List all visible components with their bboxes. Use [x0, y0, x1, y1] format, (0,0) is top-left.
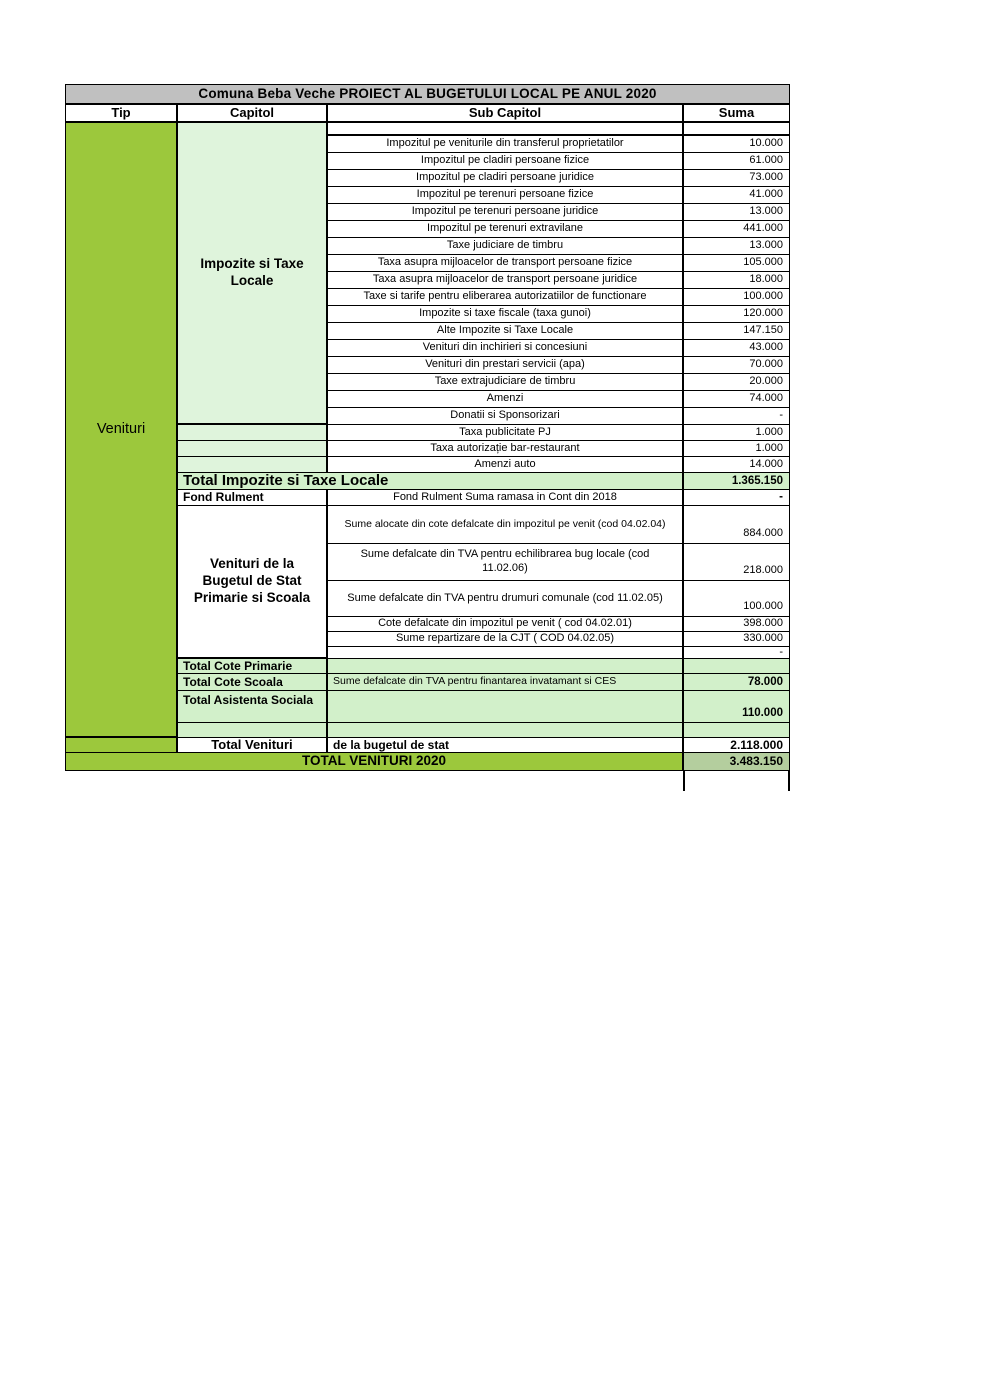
total-venituri-sub: de la bugetul de stat: [327, 737, 683, 753]
col-header-capitol: Capitol: [177, 104, 327, 122]
subcapitol-value: 884.000: [683, 505, 790, 544]
subcapitol-value: -: [683, 489, 790, 506]
grand-total-label: TOTAL VENITURI 2020: [65, 752, 683, 771]
subcapitol-label: Impozite si taxe fiscale (taxa gunoi): [327, 305, 683, 323]
tip-cell-empty: [65, 737, 177, 753]
subcapitol-value: 1.000: [683, 424, 790, 441]
total-cote-primarie-label: Total Cote Primarie: [177, 658, 327, 674]
subcapitol-value: 398.000: [683, 616, 790, 632]
total-cote-scoala-label: Total Cote Scoala: [177, 673, 327, 691]
total-asistenta-label: Total Asistenta Sociala: [177, 690, 327, 723]
capitol-empty-cell: [177, 440, 327, 457]
capitol-empty-cell: [177, 456, 327, 473]
empty-row: [177, 722, 327, 738]
subcapitol-label: Taxe extrajudiciare de timbru: [327, 373, 683, 391]
col-header-tip: Tip: [65, 104, 177, 122]
table-title: Comuna Beba Veche PROIECT AL BUGETULUI LOCAL PE ANUL 2020: [65, 84, 790, 104]
subcapitol-value: -: [683, 646, 790, 659]
capitol-buget-stat: Venituri de la Bugetul de Stat Primarie si Scoala: [177, 505, 327, 658]
subcapitol-value: 43.000: [683, 339, 790, 357]
subcapitol-label: Taxe si tarife pentru eliberarea autorizatiilor de functionare: [327, 288, 683, 306]
subcapitol-value: 73.000: [683, 169, 790, 187]
subcapitol-label: Impozitul pe terenuri persoane juridice: [327, 203, 683, 221]
tip-cell-venituri: Venituri: [65, 122, 177, 737]
total-asistenta-value: 110.000: [683, 690, 790, 723]
total-cote-primarie-sub: [327, 658, 683, 674]
subcapitol-label: Sume defalcate din TVA pentru echilibrarea bug locale (cod 11.02.06): [327, 543, 683, 581]
grand-total-value: 3.483.150: [683, 752, 790, 771]
subcapitol-label: Taxa autorizație bar-restaurant: [327, 440, 683, 457]
empty-row: [683, 122, 790, 135]
capitol-empty-cell: [177, 424, 327, 441]
subcapitol-label: Impozitul pe cladiri persoane fizice: [327, 152, 683, 170]
subcapitol-label: Cote defalcate din impozitul pe venit ( cod 04.02.01): [327, 616, 683, 632]
subcapitol-label: Impozitul pe terenuri extravilane: [327, 220, 683, 238]
subcapitol-label: Amenzi: [327, 390, 683, 408]
total-cote-scoala-sub: Sume defalcate din TVA pentru finantarea invatamant si CES: [327, 673, 683, 691]
subcapitol-label: Impozitul pe cladiri persoane juridice: [327, 169, 683, 187]
subcapitol-value: 70.000: [683, 356, 790, 374]
subcapitol-value: 100.000: [683, 288, 790, 306]
subcapitol-label: Amenzi auto: [327, 456, 683, 473]
subcapitol-value: 18.000: [683, 271, 790, 289]
subcapitol-value: 13.000: [683, 237, 790, 255]
subcapitol-value: 441.000: [683, 220, 790, 238]
budget-table: [65, 84, 790, 771]
subcapitol-label: Venituri din prestari servicii (apa): [327, 356, 683, 374]
subcapitol-label: Venituri din inchirieri si concesiuni: [327, 339, 683, 357]
total-venituri-label: Total Venituri: [177, 737, 327, 753]
empty-row: [327, 722, 683, 738]
subcapitol-label: Donatii si Sponsorizari: [327, 407, 683, 425]
subcapitol-value: 105.000: [683, 254, 790, 272]
subcapitol-value: 330.000: [683, 631, 790, 647]
subcapitol-label: Alte Impozite si Taxe Locale: [327, 322, 683, 340]
subcapitol-value: 14.000: [683, 456, 790, 473]
subcapitol-label: Taxa asupra mijloacelor de transport persoane fizice: [327, 254, 683, 272]
capitol-impozite-si-taxe-locale: Impozite si Taxe Locale: [177, 122, 327, 424]
subcapitol-label: Sume alocate din cote defalcate din impozitul pe venit (cod 04.02.04): [327, 505, 683, 544]
subcapitol-value: 61.000: [683, 152, 790, 170]
subcapitol-label: Impozitul pe veniturile din transferul proprietatilor: [327, 135, 683, 153]
subcapitol-value: 10.000: [683, 135, 790, 153]
subcapitol-label: Taxa publicitate PJ: [327, 424, 683, 441]
empty-row: [327, 122, 683, 135]
subcapitol-value: 74.000: [683, 390, 790, 408]
subcapitol-value: 147.150: [683, 322, 790, 340]
col-header-suma: Suma: [683, 104, 790, 122]
subcapitol-value: 100.000: [683, 580, 790, 617]
subcapitol-value: 13.000: [683, 203, 790, 221]
subcapitol-value: 20.000: [683, 373, 790, 391]
total-impozite-label: Total Impozite si Taxe Locale: [177, 472, 683, 490]
subcapitol-label: Sume repartizare de la CJT ( COD 04.02.05): [327, 631, 683, 647]
subcapitol-label: Taxa asupra mijloacelor de transport persoane juridice: [327, 271, 683, 289]
total-asistenta-sub: [327, 690, 683, 723]
total-venituri-value: 2.118.000: [683, 737, 790, 753]
subcapitol-label: Fond Rulment Suma ramasa in Cont din 2018: [327, 489, 683, 506]
subcapitol-value: 120.000: [683, 305, 790, 323]
subcapitol-value: -: [683, 407, 790, 425]
subcapitol-label: Taxe judiciare de timbru: [327, 237, 683, 255]
total-cote-primarie-value: [683, 658, 790, 674]
subcapitol-label: Sume defalcate din TVA pentru drumuri comunale (cod 11.02.05): [327, 580, 683, 617]
capitol-fond-rulment: Fond Rulment: [177, 489, 327, 506]
column-border-stub: [683, 771, 685, 791]
total-cote-scoala-value: 78.000: [683, 673, 790, 691]
subcapitol-label: Impozitul pe terenuri persoane fizice: [327, 186, 683, 204]
col-header-sub-capitol: Sub Capitol: [327, 104, 683, 122]
empty-row: [683, 722, 790, 738]
total-impozite-value: 1.365.150: [683, 472, 790, 490]
subcapitol-value: 218.000: [683, 543, 790, 581]
subcapitol-value: 1.000: [683, 440, 790, 457]
subcapitol-value: 41.000: [683, 186, 790, 204]
column-border-stub: [788, 771, 790, 791]
